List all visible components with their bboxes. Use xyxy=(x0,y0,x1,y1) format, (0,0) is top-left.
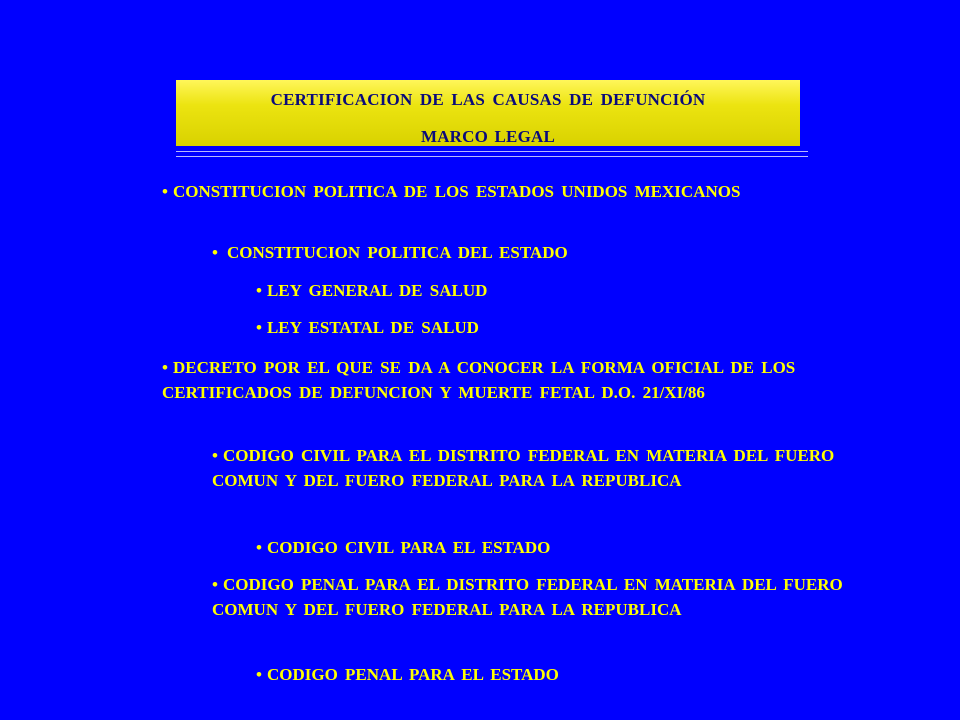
list-item-constitucion-federal xyxy=(162,179,802,204)
list-item-codigo-penal-estado xyxy=(256,662,816,687)
list-item-constitucion-estatal xyxy=(212,240,812,265)
list-item-text: DECRETO POR EL QUE SE DA A CONOCER LA FORMA OFICIAL DE LOS CERTIFICADOS DE DEFUNCION Y MUERTE FETAL D.O. 21/XI/86 xyxy=(162,358,796,402)
list-item-text: CODIGO PENAL PARA EL DISTRITO FEDERAL EN MATERIA DEL FUERO COMUN Y DEL FUERO FEDERAL PARA LA REPUBLICA xyxy=(212,575,843,619)
bullet-icon: • xyxy=(212,575,218,594)
list-item-text: CODIGO CIVIL PARA EL ESTADO xyxy=(266,538,551,557)
bullet-icon: • xyxy=(162,182,168,201)
list-item-codigo-civil-estado xyxy=(256,535,816,560)
list-item-codigo-penal-df xyxy=(212,572,852,622)
list-item-ley-general-salud xyxy=(256,278,816,303)
list-item-text: CODIGO PENAL PARA EL ESTADO xyxy=(266,665,559,684)
list-item-decreto xyxy=(162,355,852,405)
list-item-text: LEY ESTATAL DE SALUD xyxy=(266,318,479,337)
bullet-icon: • xyxy=(256,281,262,300)
bullet-icon: • xyxy=(256,538,262,557)
list-item-text: LEY GENERAL DE SALUD xyxy=(266,281,488,300)
slide-title: CERTIFICACION DE LAS CAUSAS DE DEFUNCIÓN xyxy=(270,90,706,109)
list-item-text: CONSTITUCION POLITICA DEL ESTADO xyxy=(226,243,568,262)
list-item-text: CODIGO CIVIL PARA EL DISTRITO FEDERAL EN MATERIA DEL FUERO COMUN Y DEL FUERO FEDERAL PARA LA REPUBLICA xyxy=(212,446,835,490)
list-item-text: CONSTITUCION POLITICA DE LOS ESTADOS UNIDOS MEXICANOS xyxy=(172,182,741,201)
title-underline-top xyxy=(176,151,808,152)
bullet-icon: • xyxy=(212,446,218,465)
bullet-icon: • xyxy=(256,665,262,684)
bullet-icon: • xyxy=(162,358,168,377)
list-item-codigo-civil-df xyxy=(212,443,852,493)
bullet-icon: • xyxy=(256,318,262,337)
title-banner xyxy=(176,80,800,146)
bullet-icon: • xyxy=(212,243,218,262)
list-item-ley-estatal-salud xyxy=(256,315,816,340)
slide-subtitle: MARCO LEGAL xyxy=(420,127,556,146)
title-underline-bottom xyxy=(176,156,808,157)
